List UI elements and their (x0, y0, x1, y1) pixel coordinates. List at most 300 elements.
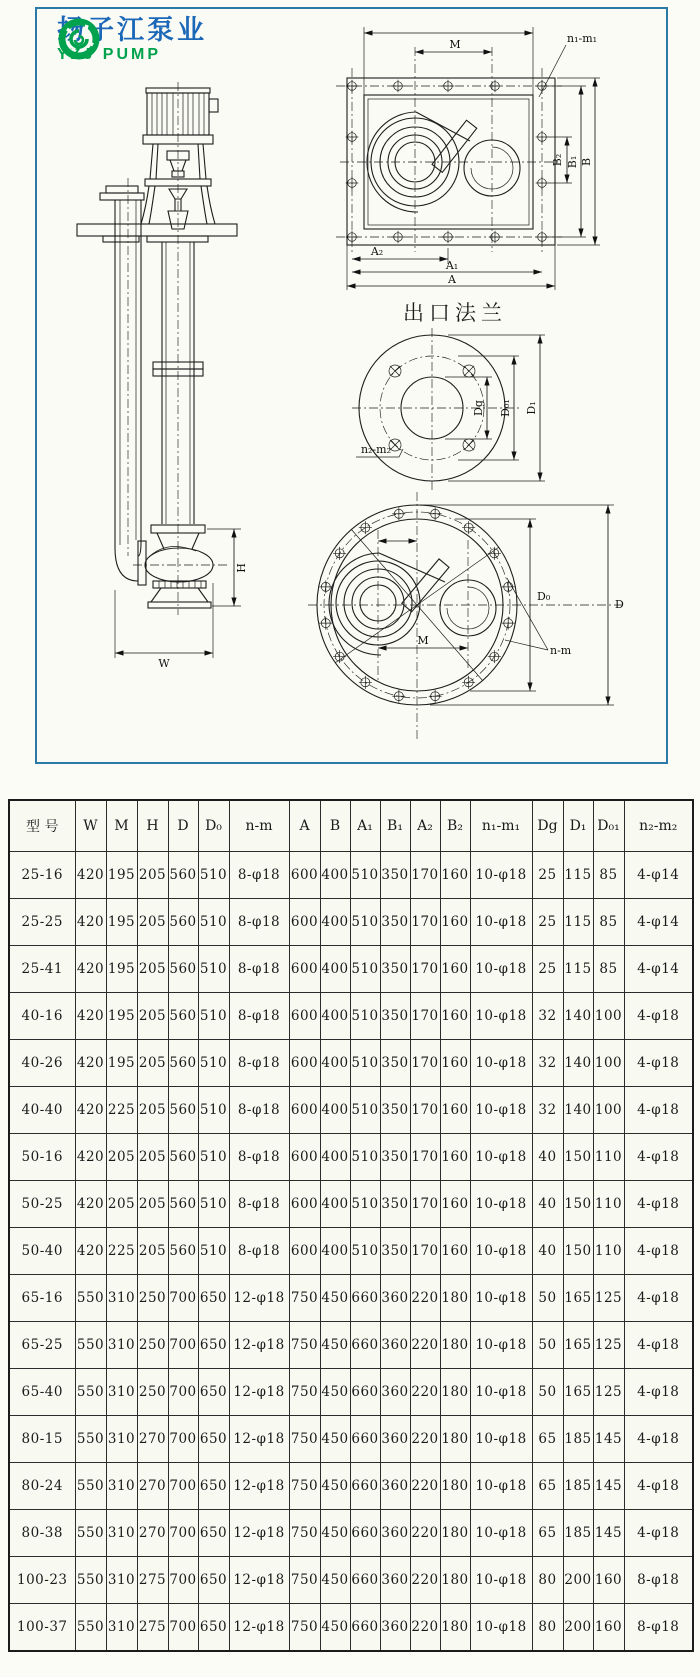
value-cell: 700 (168, 1369, 198, 1416)
value-cell: 32 (532, 1087, 563, 1134)
value-cell: 350 (380, 852, 410, 899)
table-row (9, 1134, 693, 1181)
dim-label-n2-m2: n₂-m₂ (360, 443, 391, 456)
value-cell: 510 (350, 993, 380, 1040)
logo-swirl-icon (57, 17, 101, 61)
value-cell: 450 (320, 1369, 350, 1416)
value-cell: 450 (320, 1275, 350, 1322)
value-cell: 195 (106, 946, 137, 993)
value-cell: 560 (168, 852, 198, 899)
column-header: B₂ (440, 800, 470, 852)
value-cell: 250 (137, 1369, 168, 1416)
model-cell: 65-25 (9, 1322, 75, 1369)
model-cell: 80-24 (9, 1463, 75, 1510)
dim-label-b1: B₁ (566, 155, 579, 169)
value-cell: 140 (563, 1040, 593, 1087)
value-cell: 80 (532, 1557, 563, 1604)
value-cell: 180 (440, 1510, 470, 1557)
value-cell: 110 (593, 1134, 624, 1181)
table-row (9, 1557, 693, 1604)
value-cell: 220 (410, 1557, 440, 1604)
value-cell: 50 (532, 1369, 563, 1416)
value-cell: 510 (198, 1181, 229, 1228)
value-cell: 195 (106, 993, 137, 1040)
model-cell: 50-16 (9, 1134, 75, 1181)
value-cell: 550 (75, 1463, 106, 1510)
value-cell: 400 (320, 1228, 350, 1275)
value-cell: 150 (563, 1228, 593, 1275)
value-cell: 510 (198, 1134, 229, 1181)
column-header: A (289, 800, 320, 852)
value-cell: 4-φ18 (624, 1416, 693, 1463)
value-cell: 510 (350, 1181, 380, 1228)
value-cell: 200 (563, 1604, 593, 1652)
dim-label-d0: D₀ (537, 590, 551, 603)
value-cell: 8-φ18 (229, 1040, 289, 1087)
table-row (9, 1228, 693, 1275)
value-cell: 560 (168, 1228, 198, 1275)
value-cell: 4-φ18 (624, 1369, 693, 1416)
table-row (9, 1181, 693, 1228)
value-cell: 700 (168, 1604, 198, 1652)
value-cell: 4-φ18 (624, 993, 693, 1040)
value-cell: 600 (289, 1228, 320, 1275)
value-cell: 600 (289, 1134, 320, 1181)
value-cell: 4-φ18 (624, 1040, 693, 1087)
value-cell: 205 (137, 1181, 168, 1228)
value-cell: 8-φ18 (229, 993, 289, 1040)
value-cell: 220 (410, 1322, 440, 1369)
value-cell: 205 (137, 1134, 168, 1181)
value-cell: 360 (380, 1275, 410, 1322)
model-cell: 40-40 (9, 1087, 75, 1134)
value-cell: 450 (320, 1416, 350, 1463)
value-cell: 700 (168, 1463, 198, 1510)
value-cell: 550 (75, 1557, 106, 1604)
value-cell: 10-φ18 (470, 1228, 532, 1275)
value-cell: 160 (440, 1087, 470, 1134)
value-cell: 420 (75, 1087, 106, 1134)
value-cell: 165 (563, 1369, 593, 1416)
value-cell: 660 (350, 1557, 380, 1604)
value-cell: 8-φ18 (229, 852, 289, 899)
value-cell: 195 (106, 852, 137, 899)
value-cell: 10-φ18 (470, 852, 532, 899)
column-header: D₀₁ (593, 800, 624, 852)
dim-label-d: D (615, 598, 624, 611)
value-cell: 360 (380, 1369, 410, 1416)
value-cell: 85 (593, 946, 624, 993)
value-cell: 125 (593, 1275, 624, 1322)
value-cell: 350 (380, 1228, 410, 1275)
value-cell: 12-φ18 (229, 1416, 289, 1463)
table-row (9, 1604, 693, 1652)
table-row (9, 1369, 693, 1416)
column-header: D₁ (563, 800, 593, 852)
value-cell: 65 (532, 1416, 563, 1463)
value-cell: 310 (106, 1510, 137, 1557)
value-cell: 510 (198, 852, 229, 899)
value-cell: 4-φ14 (624, 852, 693, 899)
model-cell: 40-16 (9, 993, 75, 1040)
value-cell: 750 (289, 1369, 320, 1416)
value-cell: 510 (350, 1087, 380, 1134)
value-cell: 160 (440, 1228, 470, 1275)
value-cell: 185 (563, 1463, 593, 1510)
value-cell: 145 (593, 1510, 624, 1557)
value-cell: 750 (289, 1463, 320, 1510)
table-row (9, 1322, 693, 1369)
value-cell: 310 (106, 1416, 137, 1463)
dim-label-w: W (158, 657, 170, 670)
value-cell: 550 (75, 1322, 106, 1369)
value-cell: 170 (410, 1134, 440, 1181)
value-cell: 4-φ18 (624, 1228, 693, 1275)
column-header: M (106, 800, 137, 852)
value-cell: 310 (106, 1557, 137, 1604)
value-cell: 450 (320, 1510, 350, 1557)
value-cell: 170 (410, 899, 440, 946)
dim-label-b: B (580, 157, 593, 167)
model-cell: 40-26 (9, 1040, 75, 1087)
value-cell: 100 (593, 1040, 624, 1087)
column-header: A₁ (350, 800, 380, 852)
value-cell: 560 (168, 1087, 198, 1134)
value-cell: 510 (198, 993, 229, 1040)
value-cell: 180 (440, 1369, 470, 1416)
value-cell: 350 (380, 993, 410, 1040)
table-row (9, 899, 693, 946)
value-cell: 420 (75, 899, 106, 946)
value-cell: 125 (593, 1369, 624, 1416)
value-cell: 10-φ18 (470, 993, 532, 1040)
value-cell: 700 (168, 1510, 198, 1557)
value-cell: 400 (320, 1181, 350, 1228)
model-cell: 25-41 (9, 946, 75, 993)
column-header: Dg (532, 800, 563, 852)
value-cell: 650 (198, 1322, 229, 1369)
value-cell: 80 (532, 1604, 563, 1652)
value-cell: 650 (198, 1604, 229, 1652)
value-cell: 4-φ18 (624, 1275, 693, 1322)
value-cell: 85 (593, 852, 624, 899)
value-cell: 420 (75, 1181, 106, 1228)
dim-label-n-m: n-m (550, 644, 572, 657)
value-cell: 115 (563, 946, 593, 993)
dim-label-n1-m1: n₁-m₁ (567, 32, 598, 45)
dim-label-h: H (235, 563, 248, 573)
model-cell: 65-16 (9, 1275, 75, 1322)
dim-label-d01: D₀₁ (499, 399, 512, 417)
column-header: B (320, 800, 350, 852)
value-cell: 4-φ18 (624, 1463, 693, 1510)
value-cell: 510 (198, 899, 229, 946)
value-cell: 660 (350, 1510, 380, 1557)
value-cell: 160 (440, 852, 470, 899)
company-name-chinese: 扬子江泵业 (57, 15, 207, 45)
value-cell: 10-φ18 (470, 1275, 532, 1322)
value-cell: 560 (168, 1181, 198, 1228)
value-cell: 195 (106, 1040, 137, 1087)
value-cell: 400 (320, 1087, 350, 1134)
value-cell: 660 (350, 1416, 380, 1463)
value-cell: 100 (593, 1087, 624, 1134)
company-name-english: YZJ PUMP (57, 46, 162, 63)
value-cell: 420 (75, 1134, 106, 1181)
value-cell: 205 (137, 1040, 168, 1087)
value-cell: 550 (75, 1369, 106, 1416)
value-cell: 560 (168, 993, 198, 1040)
value-cell: 360 (380, 1510, 410, 1557)
value-cell: 12-φ18 (229, 1275, 289, 1322)
value-cell: 270 (137, 1510, 168, 1557)
value-cell: 160 (440, 993, 470, 1040)
value-cell: 115 (563, 899, 593, 946)
table-row (9, 1040, 693, 1087)
value-cell: 25 (532, 946, 563, 993)
value-cell: 8-φ18 (229, 1228, 289, 1275)
value-cell: 10-φ18 (470, 1181, 532, 1228)
value-cell: 160 (593, 1557, 624, 1604)
table-row (9, 852, 693, 899)
value-cell: 660 (350, 1322, 380, 1369)
value-cell: 12-φ18 (229, 1463, 289, 1510)
column-header: n₂-m₂ (624, 800, 693, 852)
value-cell: 4-φ18 (624, 1322, 693, 1369)
value-cell: 170 (410, 1181, 440, 1228)
value-cell: 560 (168, 1134, 198, 1181)
value-cell: 220 (410, 1463, 440, 1510)
value-cell: 600 (289, 899, 320, 946)
model-cell: 80-38 (9, 1510, 75, 1557)
table-row (9, 1510, 693, 1557)
model-cell: 100-37 (9, 1604, 75, 1652)
value-cell: 25 (532, 899, 563, 946)
value-cell: 10-φ18 (470, 1557, 532, 1604)
value-cell: 750 (289, 1604, 320, 1652)
value-cell: 160 (440, 1040, 470, 1087)
value-cell: 10-φ18 (470, 1463, 532, 1510)
value-cell: 350 (380, 1134, 410, 1181)
value-cell: 25 (532, 852, 563, 899)
value-cell: 400 (320, 852, 350, 899)
value-cell: 12-φ18 (229, 1322, 289, 1369)
value-cell: 310 (106, 1369, 137, 1416)
column-header: W (75, 800, 106, 852)
value-cell: 450 (320, 1604, 350, 1652)
value-cell: 40 (532, 1228, 563, 1275)
value-cell: 8-φ18 (229, 946, 289, 993)
value-cell: 420 (75, 946, 106, 993)
model-cell: 100-23 (9, 1557, 75, 1604)
value-cell: 4-φ18 (624, 1087, 693, 1134)
value-cell: 560 (168, 1040, 198, 1087)
dim-label-b2: B₂ (551, 153, 564, 167)
dim-label-baseplate-m: M (449, 38, 461, 51)
model-cell: 80-15 (9, 1416, 75, 1463)
value-cell: 10-φ18 (470, 1369, 532, 1416)
value-cell: 12-φ18 (229, 1557, 289, 1604)
table-row (9, 1416, 693, 1463)
value-cell: 510 (350, 1040, 380, 1087)
value-cell: 200 (563, 1557, 593, 1604)
value-cell: 195 (106, 899, 137, 946)
value-cell: 205 (137, 852, 168, 899)
value-cell: 180 (440, 1322, 470, 1369)
value-cell: 450 (320, 1322, 350, 1369)
value-cell: 225 (106, 1087, 137, 1134)
value-cell: 220 (410, 1604, 440, 1652)
outlet-flange-title: 出口法兰 (403, 301, 507, 325)
dim-label-d1: D₁ (525, 401, 538, 415)
value-cell: 275 (137, 1557, 168, 1604)
value-cell: 160 (593, 1604, 624, 1652)
value-cell: 180 (440, 1416, 470, 1463)
value-cell: 420 (75, 852, 106, 899)
value-cell: 160 (440, 1181, 470, 1228)
value-cell: 140 (563, 1087, 593, 1134)
value-cell: 4-φ18 (624, 1510, 693, 1557)
company-logo (57, 17, 207, 63)
value-cell: 115 (563, 852, 593, 899)
value-cell: 50 (532, 1322, 563, 1369)
value-cell: 10-φ18 (470, 1134, 532, 1181)
value-cell: 420 (75, 1228, 106, 1275)
value-cell: 110 (593, 1181, 624, 1228)
value-cell: 310 (106, 1604, 137, 1652)
value-cell: 145 (593, 1416, 624, 1463)
value-cell: 225 (106, 1228, 137, 1275)
value-cell: 310 (106, 1463, 137, 1510)
value-cell: 180 (440, 1604, 470, 1652)
value-cell: 170 (410, 852, 440, 899)
column-header: n-m (229, 800, 289, 852)
value-cell: 750 (289, 1322, 320, 1369)
value-cell: 510 (198, 1228, 229, 1275)
value-cell: 65 (532, 1510, 563, 1557)
value-cell: 8-φ18 (229, 1134, 289, 1181)
value-cell: 170 (410, 993, 440, 1040)
value-cell: 650 (198, 1510, 229, 1557)
value-cell: 12-φ18 (229, 1369, 289, 1416)
value-cell: 65 (532, 1463, 563, 1510)
value-cell: 420 (75, 1040, 106, 1087)
round-base-plate-drawing (308, 492, 625, 742)
value-cell: 220 (410, 1369, 440, 1416)
value-cell: 185 (563, 1510, 593, 1557)
value-cell: 650 (198, 1369, 229, 1416)
value-cell: 550 (75, 1275, 106, 1322)
value-cell: 750 (289, 1275, 320, 1322)
base-plate-top-view-drawing (336, 27, 600, 290)
value-cell: 660 (350, 1463, 380, 1510)
value-cell: 510 (350, 852, 380, 899)
value-cell: 700 (168, 1322, 198, 1369)
value-cell: 750 (289, 1557, 320, 1604)
value-cell: 10-φ18 (470, 1040, 532, 1087)
column-header: H (137, 800, 168, 852)
value-cell: 310 (106, 1275, 137, 1322)
table-row (9, 993, 693, 1040)
value-cell: 660 (350, 1604, 380, 1652)
value-cell: 510 (198, 1040, 229, 1087)
value-cell: 180 (440, 1463, 470, 1510)
value-cell: 180 (440, 1275, 470, 1322)
value-cell: 350 (380, 1040, 410, 1087)
value-cell: 205 (106, 1181, 137, 1228)
value-cell: 400 (320, 1134, 350, 1181)
spec-table-header-row (9, 800, 693, 852)
value-cell: 350 (380, 1087, 410, 1134)
value-cell: 550 (75, 1604, 106, 1652)
value-cell: 510 (198, 1087, 229, 1134)
value-cell: 8-φ18 (624, 1604, 693, 1652)
value-cell: 450 (320, 1557, 350, 1604)
value-cell: 450 (320, 1463, 350, 1510)
value-cell: 250 (137, 1275, 168, 1322)
value-cell: 600 (289, 852, 320, 899)
value-cell: 600 (289, 1087, 320, 1134)
table-row (9, 1087, 693, 1134)
value-cell: 160 (440, 1134, 470, 1181)
value-cell: 400 (320, 946, 350, 993)
value-cell: 360 (380, 1322, 410, 1369)
value-cell: 10-φ18 (470, 899, 532, 946)
value-cell: 125 (593, 1322, 624, 1369)
model-cell: 25-16 (9, 852, 75, 899)
value-cell: 12-φ18 (229, 1604, 289, 1652)
value-cell: 220 (410, 1275, 440, 1322)
value-cell: 8-φ18 (229, 1181, 289, 1228)
value-cell: 205 (137, 946, 168, 993)
value-cell: 165 (563, 1275, 593, 1322)
value-cell: 600 (289, 1181, 320, 1228)
value-cell: 350 (380, 946, 410, 993)
technical-drawings (37, 9, 666, 762)
model-cell: 50-25 (9, 1181, 75, 1228)
value-cell: 600 (289, 1040, 320, 1087)
value-cell: 160 (440, 946, 470, 993)
dim-label-dg: Dg (472, 400, 485, 416)
value-cell: 660 (350, 1275, 380, 1322)
value-cell: 700 (168, 1557, 198, 1604)
value-cell: 750 (289, 1416, 320, 1463)
value-cell: 220 (410, 1510, 440, 1557)
value-cell: 400 (320, 899, 350, 946)
value-cell: 10-φ18 (470, 946, 532, 993)
value-cell: 650 (198, 1416, 229, 1463)
value-cell: 205 (137, 1087, 168, 1134)
value-cell: 510 (350, 1134, 380, 1181)
value-cell: 420 (75, 993, 106, 1040)
value-cell: 600 (289, 993, 320, 1040)
value-cell: 600 (289, 946, 320, 993)
value-cell: 275 (137, 1604, 168, 1652)
column-header: D (168, 800, 198, 852)
value-cell: 4-φ14 (624, 899, 693, 946)
value-cell: 250 (137, 1322, 168, 1369)
model-cell: 65-40 (9, 1369, 75, 1416)
value-cell: 40 (532, 1134, 563, 1181)
pump-spec-table (8, 799, 694, 1652)
value-cell: 85 (593, 899, 624, 946)
outlet-flange-drawing (352, 328, 545, 492)
model-cell: 25-25 (9, 899, 75, 946)
value-cell: 10-φ18 (470, 1416, 532, 1463)
value-cell: 40 (532, 1181, 563, 1228)
value-cell: 50 (532, 1275, 563, 1322)
column-header: n₁-m₁ (470, 800, 532, 852)
